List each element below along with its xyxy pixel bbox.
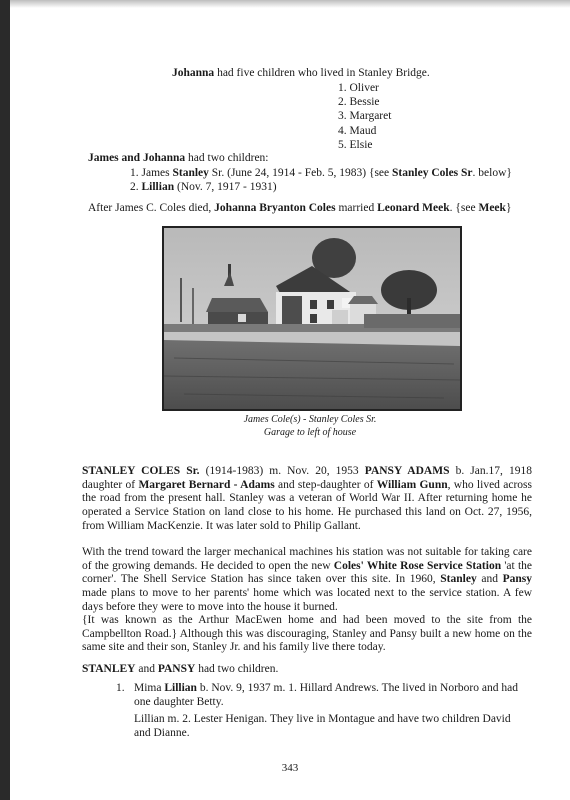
child-suffix: . below} [472, 167, 512, 179]
paragraph-text: and step-daughter of [274, 478, 377, 491]
list-item: 3. Margaret [338, 110, 392, 123]
heading-text: had two children. [195, 663, 279, 675]
cross-reference: Meek [478, 202, 506, 214]
child-details: b. Nov. 9, 1937 m. 1. Hillard Andrews. The lived in Norboro and had one daughter Betty. [134, 682, 518, 708]
stanley-paragraph-3 [82, 614, 532, 655]
after-text: After James C. Coles died, [88, 202, 215, 214]
after-death-line [88, 201, 511, 215]
heading-text: and [135, 663, 158, 675]
child-dates: Sr. (June 24, 1914 - Feb. 5, 1983) {see [208, 167, 393, 179]
johanna-intro-line [172, 66, 430, 80]
james-johanna-heading [88, 151, 269, 165]
johanna-intro-text: had five children who lived in Stanley Bridge. [214, 67, 430, 79]
heading-names: James and Johanna [88, 152, 186, 164]
stanley-pansy-children-heading [82, 662, 278, 676]
station-name: Coles' White Rose Service Station [333, 559, 502, 572]
list-item: 2. Bessie [338, 96, 380, 109]
after-text: } [505, 202, 512, 214]
child-name: Lillian [164, 682, 197, 694]
child-1-entry [134, 682, 530, 741]
book-binding-edge [0, 0, 10, 800]
child-first-name: Mima [134, 682, 165, 694]
photo-illustration [164, 228, 460, 409]
stanley-paragraph-2 [82, 546, 532, 615]
heading-text: had two children: [185, 152, 269, 164]
child-prefix: 2. [130, 181, 142, 193]
stanley-name: STANLEY [82, 663, 136, 675]
william-name: William Gunn [376, 478, 448, 491]
paragraph-text: {It was known as the Arthur MacEwen home and had been moved to the site from the Campbellton Road.} Although this was discouraging, Stanley and Pansy built a new home on the same site and their son, Stanley Jr. and his family live there today. [82, 614, 532, 654]
child-name: Stanley [172, 167, 209, 179]
child-1-number [116, 682, 125, 696]
child-dates: (Nov. 7, 1917 - 1931) [174, 181, 277, 193]
child-1-line-2: Lillian m. 2. Lester Henigan. They live in Montague and have two children David and Dianne. [134, 713, 511, 740]
johanna-children-list [338, 81, 391, 152]
after-text: married [335, 202, 378, 214]
margaret-name: Margaret Bernard - Adams [138, 478, 275, 491]
paragraph-text: With the trend toward the larger mechanical machines his station was not suitable for taking care of the growing demands. He decided to open the new [82, 546, 532, 572]
james-child-2 [130, 180, 277, 194]
leonard-name: Leonard Meek [377, 202, 450, 214]
photo-caption [160, 413, 460, 439]
paragraph-text: and [476, 573, 503, 586]
caption-line-2: Garage to left of house [263, 427, 357, 438]
pansy-name: PANSY ADAMS [364, 465, 450, 477]
stanley-paragraph-1 [82, 465, 532, 534]
list-item: 4. Maud [338, 124, 377, 137]
house-photograph [162, 226, 462, 411]
pansy-name: Pansy [502, 573, 533, 586]
stanley-name: Stanley [440, 573, 477, 586]
paragraph-text: b. Jan.17, 1918 daughter of [82, 465, 532, 491]
after-text: . {see [449, 202, 479, 214]
list-item: 1. Oliver [338, 82, 379, 94]
pansy-name: PANSY [157, 663, 196, 675]
paragraph-text: (1914-1983) m. Nov. 20, 1953 [199, 465, 365, 477]
cross-reference: Stanley Coles Sr [392, 167, 473, 179]
list-item: 5. Elsie [338, 138, 373, 151]
list-number: 1. [116, 682, 125, 694]
paragraph-text: 'at the corner'. The Shell Service Station has since taken over this site. In 1960, [82, 559, 533, 586]
paragraph-text: made plans to move to her parents' home which was located next to the service station. A few days before they were to move into the house it burned. [82, 587, 532, 613]
caption-line-1: James Cole(s) - Stanley Coles Sr. [243, 414, 377, 425]
page-number: 343 [281, 762, 299, 774]
stanley-name: STANLEY COLES Sr. [82, 465, 200, 477]
johanna-full-name: Johanna Bryanton Coles [214, 202, 336, 214]
page-top-shadow [10, 0, 570, 8]
james-child-1 [130, 166, 512, 180]
child-1-line-1 [134, 682, 530, 709]
johanna-name: Johanna [172, 67, 215, 79]
child-name: Lillian [141, 181, 175, 193]
child-prefix: 1. James [130, 167, 173, 179]
paragraph-text: , who lived across the road from the present hall. Stanley was a veteran of World War II. After returning home he operated a Service Station on land close to his home. He purchased this land on Oct. 27, 1956, from William MacKenzie. It was later sold to Philip Gallant. [82, 478, 532, 532]
